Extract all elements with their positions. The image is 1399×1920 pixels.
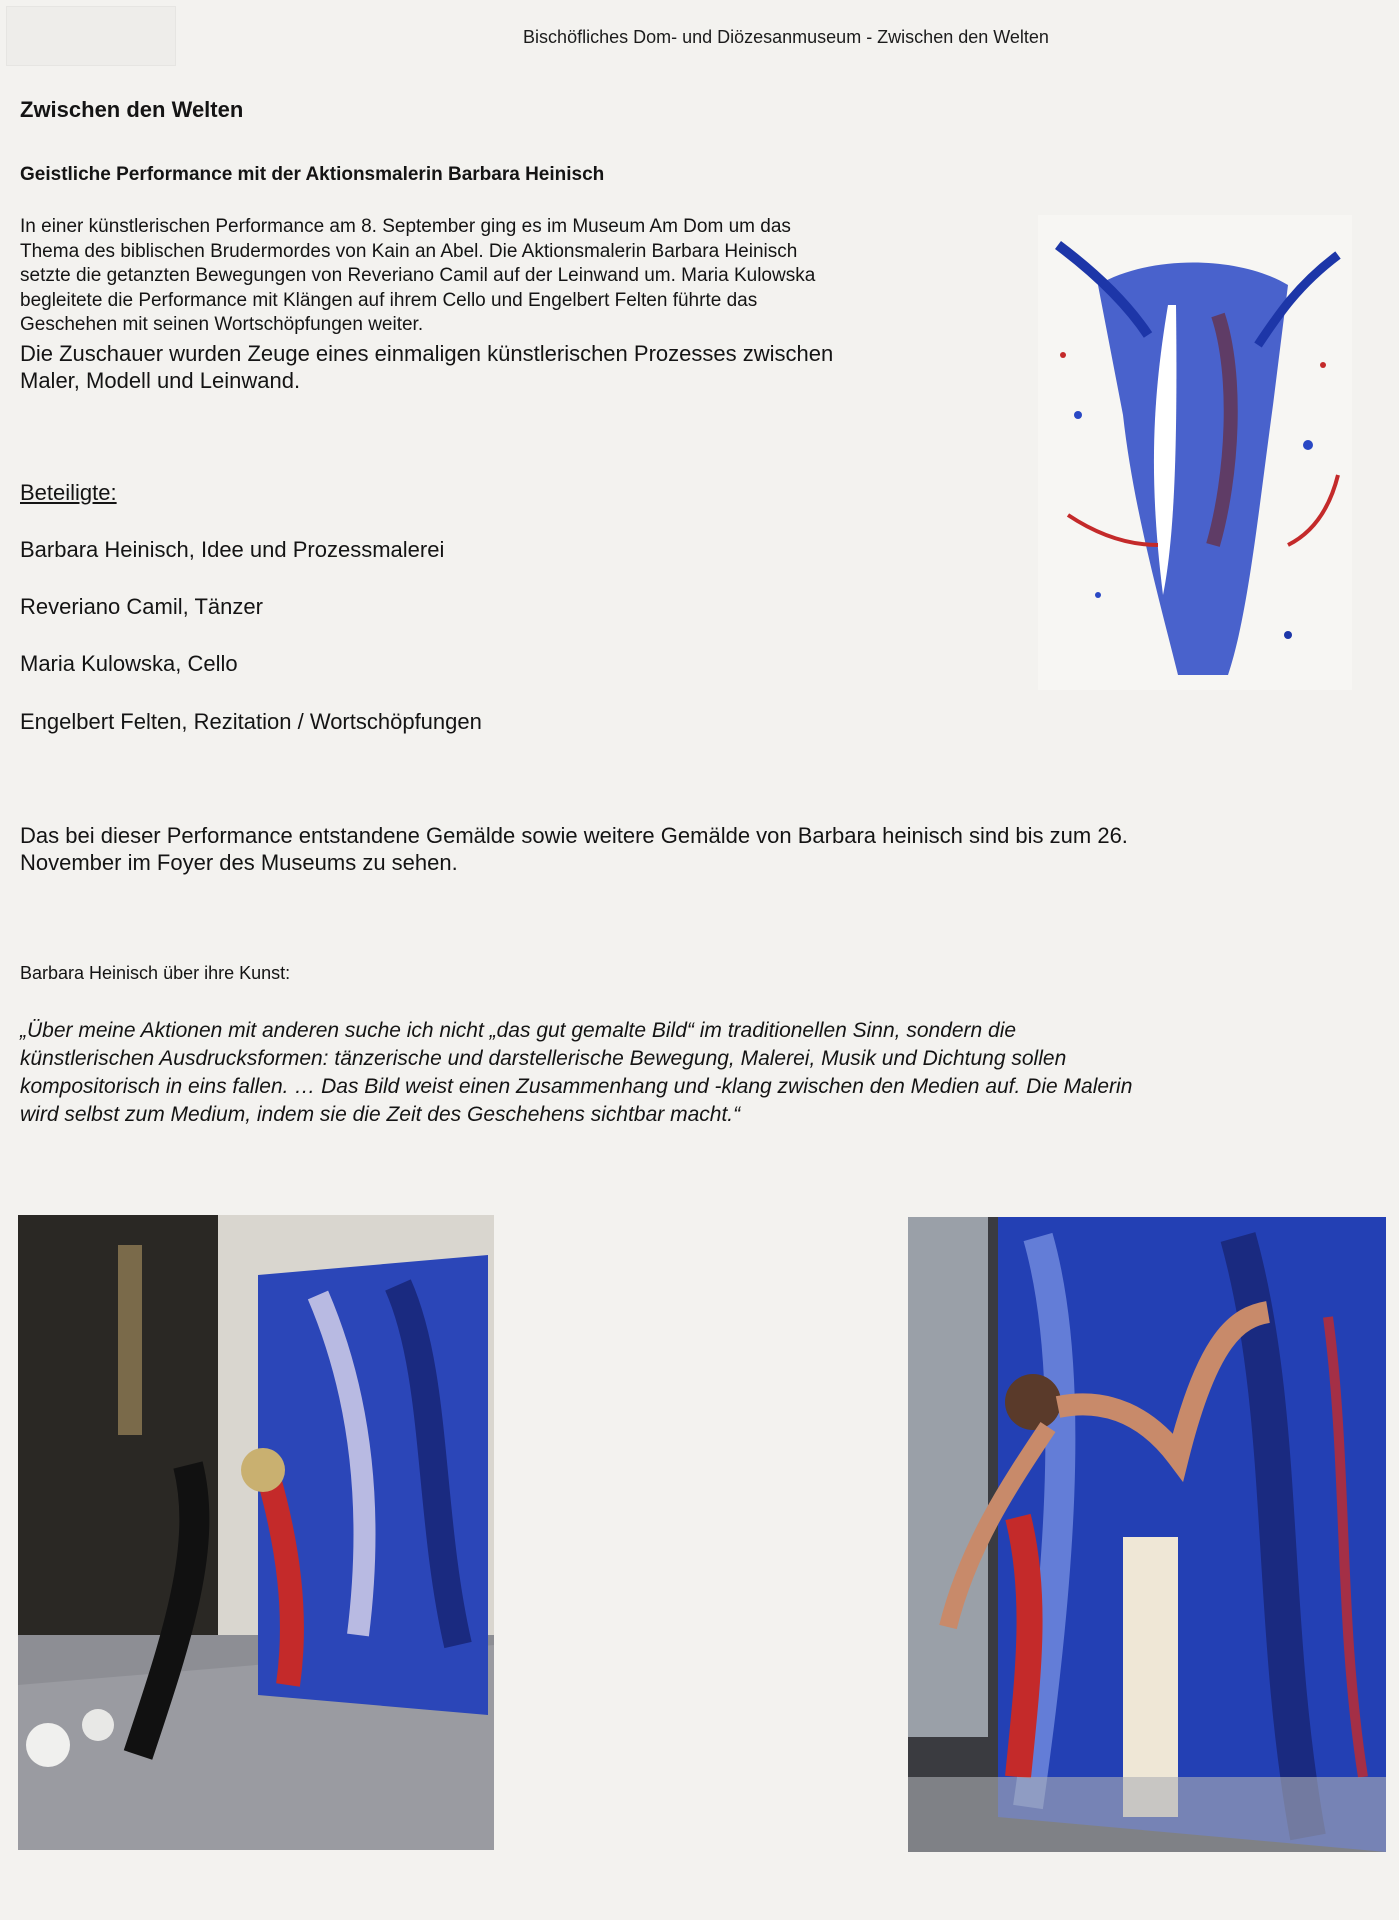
text-line: In einer künstlerischen Performance am 8. September ging es im Museum Am Dom um das [20, 216, 791, 237]
participants-heading: Beteiligte: [20, 480, 117, 505]
participant-item: Maria Kulowska, Cello [20, 651, 238, 676]
quote-intro: Barbara Heinisch über ihre Kunst: [20, 963, 291, 983]
page-header-title: Bischöfliches Dom- und Diözesanmuseum - Zwischen den Welten [523, 27, 1049, 47]
artist-quote [20, 1017, 1380, 1129]
text-line: Geschehen mit seinen Wortschöpfungen weiter. [20, 314, 424, 335]
painting-image [1038, 215, 1352, 690]
text-line: Thema des biblischen Brudermordes von Kain an Abel. Die Aktionsmalerin Barbara Heinisch [20, 240, 798, 262]
text-line: Die Zuschauer wurden Zeuge eines einmaligen künstlerischen Prozesses zwischen [20, 341, 834, 366]
text-line: setzte die getanzten Bewegungen von Reveriano Camil auf der Leinwand um. Maria Kulowska [20, 265, 816, 286]
text-line: begleitete die Performance mit Klängen auf ihrem Cello und Engelbert Felten führte das [20, 289, 758, 311]
quote-line: wird selbst zum Medium, indem sie die Zeit des Geschehens sichtbar macht.“ [20, 1103, 741, 1126]
quote-line: „Über meine Aktionen mit anderen suche ich nicht „das gut gemalte Bild“ im traditionellen Sinn, sondern die [20, 1019, 1017, 1042]
text-line: November im Foyer des Museums zu sehen. [20, 850, 458, 875]
performance-photo-painter [18, 1215, 494, 1850]
quote-line: künstlerischen Ausdrucksformen: tänzerische und darstellerische Bewegung, Malerei, Musik und Dichtung sollen [20, 1047, 1067, 1070]
closing-paragraph [20, 822, 1360, 876]
page-title: Zwischen den Welten [20, 97, 244, 122]
participant-item: Reveriano Camil, Tänzer [20, 594, 263, 619]
text-line: Maler, Modell und Leinwand. [20, 368, 301, 393]
performance-photo-dancer [908, 1217, 1386, 1852]
quote-line: kompositorisch in eins fallen. … Das Bild weist einen Zusammenhang und -klang zwischen den Medien auf. Die Malerin [20, 1075, 1133, 1098]
participant-item: Barbara Heinisch, Idee und Prozessmalerei [20, 537, 445, 562]
article-subtitle: Geistliche Performance mit der Aktionsmalerin Barbara Heinisch [20, 164, 605, 185]
intro-paragraph-large [20, 340, 1020, 394]
intro-paragraph [20, 215, 1020, 338]
participant-item: Engelbert Felten, Rezitation / Wortschöpfungen [20, 709, 482, 734]
text-line: Das bei dieser Performance entstandene Gemälde sowie weitere Gemälde von Barbara heinisch sind bis zum 26. [20, 823, 1128, 848]
